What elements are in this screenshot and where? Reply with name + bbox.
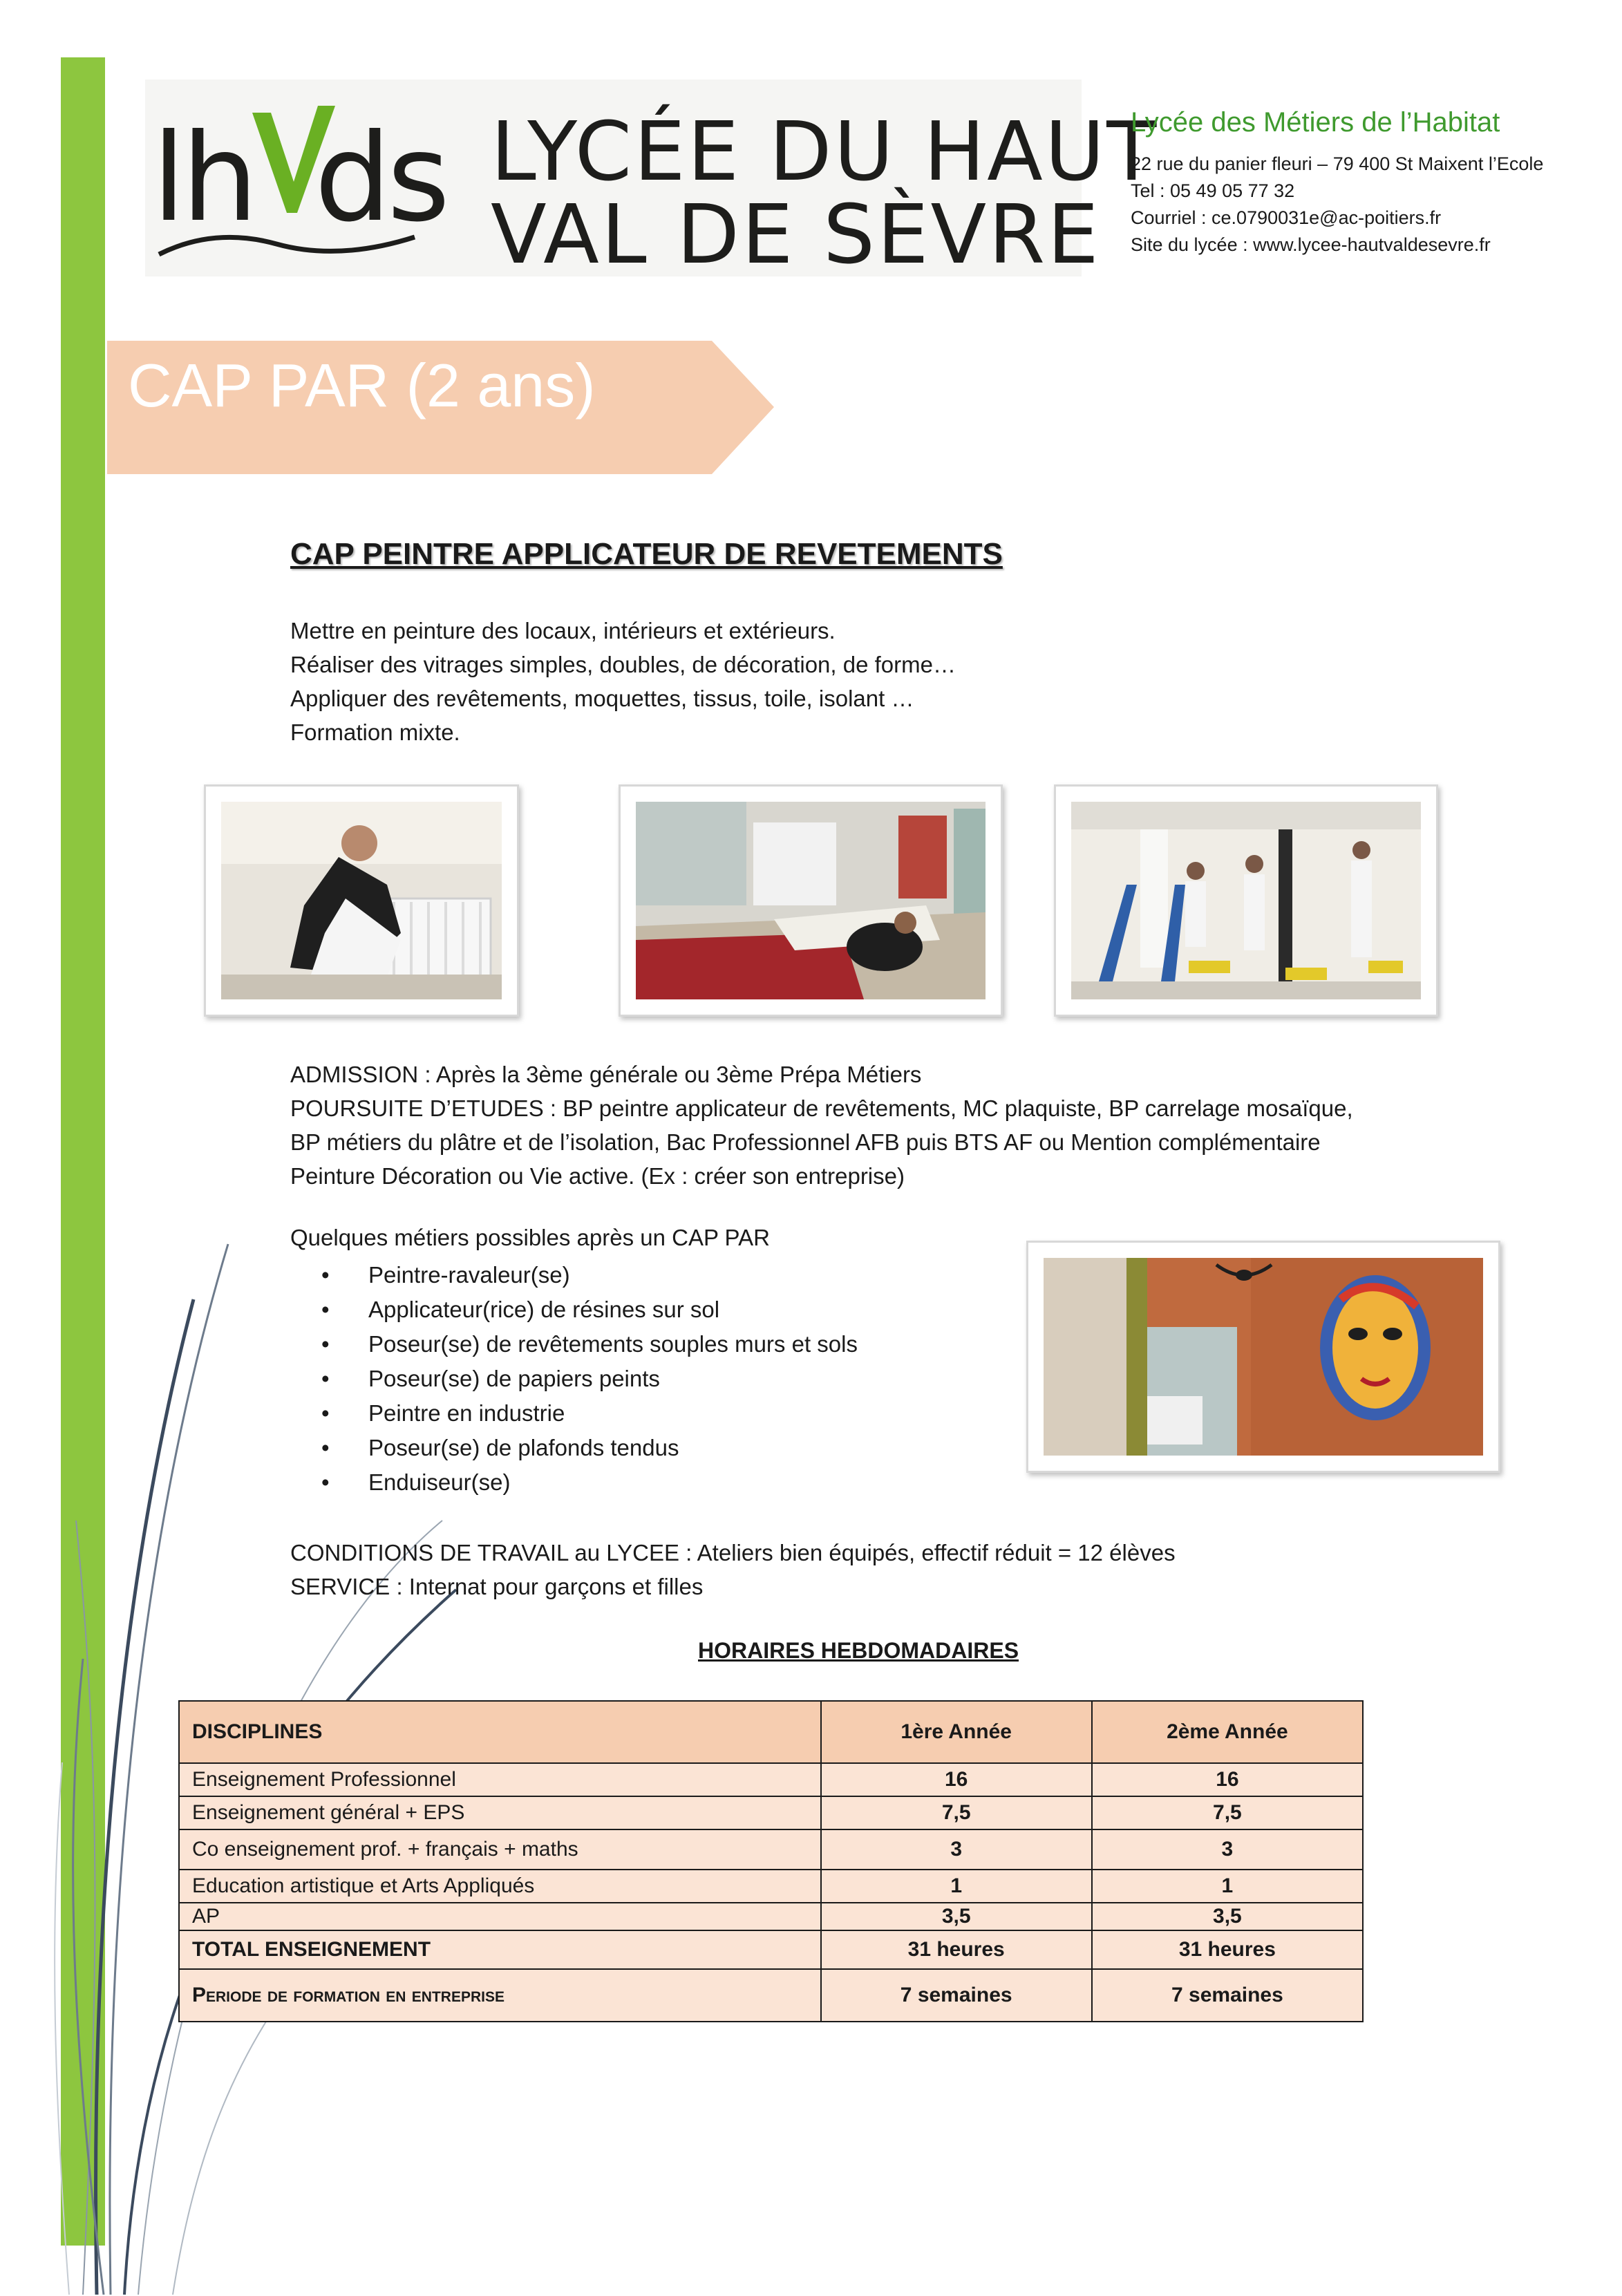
table-cell: TOTAL ENSEIGNEMENT [179,1930,821,1969]
intro-paragraph [290,614,956,749]
bullet-icon: • [321,1366,330,1391]
table-cell: 7,5 [821,1796,1092,1829]
intro-line: Réaliser des vitrages simples, doubles, de décoration, de forme… [290,652,956,677]
table-cell: 3 [821,1829,1092,1870]
table-row [179,1796,1363,1829]
intro-line: Appliquer des revêtements, moquettes, tissus, toile, isolant … [290,686,914,711]
table-cell: Periode de formation en entreprise [179,1969,821,2022]
intro-line: Mettre en peinture des locaux, intérieurs et extérieurs. [290,618,836,643]
table-cell: 1 [1092,1870,1363,1903]
schedule-title: HORAIRES HEBDOMADAIRES [698,1638,1019,1663]
lhvds-logo-mark [152,92,446,265]
photo-workshop-students [1054,784,1438,1017]
banner-title: CAP PAR (2 ans) [128,351,596,420]
list-item: • Poseur(se) de papiers peints [321,1362,858,1396]
column-header: DISCIPLINES [179,1701,821,1763]
table-cell: 3,5 [821,1903,1092,1930]
table-row-internship [179,1969,1363,2022]
bullet-icon: • [321,1262,330,1288]
table-row [179,1829,1363,1870]
contact-address: 22 rue du panier fleuri – 79 400 St Maixent l’Ecole [1131,153,1544,174]
contact-block [1131,107,1614,258]
main-heading: CAP PEINTRE APPLICATEUR DE REVETEMENTS [290,537,1003,571]
list-item: • Peintre-ravaleur(se) [321,1258,858,1292]
photo-painter-radiator [204,784,519,1017]
contact-email[interactable]: Courriel : ce.0790031e@ac-poitiers.fr [1131,207,1442,228]
list-item: • Poseur(se) de revêtements souples murs et sols [321,1327,858,1362]
conditions-section [290,1536,1176,1603]
svg-text:ds: ds [314,109,446,249]
jobs-intro: Quelques métiers possibles après un CAP PAR [290,1225,770,1250]
schedule-table [178,1700,1364,2022]
poursuite-line: Peinture Décoration ou Vie active. (Ex : créer son entreprise) [290,1163,905,1189]
photo-floor-covering [619,784,1003,1017]
list-item: • Applicateur(rice) de résines sur sol [321,1292,858,1327]
contact-phone: Tel : 05 49 05 77 32 [1131,180,1295,201]
table-cell: 7 semaines [821,1969,1092,2022]
bullet-icon: • [321,1400,330,1426]
table-header-row [179,1701,1363,1763]
table-cell: 3 [1092,1829,1363,1870]
contact-title: Lycée des Métiers de l’Habitat [1131,107,1500,138]
intro-line: Formation mixte. [290,719,460,745]
bullet-icon: • [321,1435,330,1460]
bullet-icon: • [321,1469,330,1495]
table-cell: Co enseignement prof. + français + maths [179,1829,821,1870]
table-cell: 31 heures [821,1930,1092,1969]
list-item: • Poseur(se) de plafonds tendus [321,1431,858,1465]
contact-website[interactable]: Site du lycée : www.lycee-hautvaldesevre.fr [1131,234,1491,255]
table-cell: 7,5 [1092,1796,1363,1829]
admission-section [290,1057,1465,1193]
table-cell: 7 semaines [1092,1969,1363,2022]
poursuite-line: POURSUITE D’ETUDES : BP peintre applicateur de revêtements, MC plaquiste, BP carrelage mosaïque, [290,1095,1353,1121]
table-cell: AP [179,1903,821,1930]
admission-line: ADMISSION : Après la 3ème générale ou 3ème Prépa Métiers [290,1062,922,1087]
table-row-total [179,1930,1363,1969]
table-cell: 16 [821,1763,1092,1796]
table-cell: 1 [821,1870,1092,1903]
table-row [179,1870,1363,1903]
table-cell: Enseignement Professionnel [179,1763,821,1796]
list-item: • Peintre en industrie [321,1396,858,1431]
conditions-line: CONDITIONS DE TRAVAIL au LYCEE : Ateliers bien équipés, effectif réduit = 12 élèves [290,1540,1176,1565]
column-header: 1ère Année [821,1701,1092,1763]
school-name-line1: LYCÉE DU HAUT [491,104,1159,199]
jobs-list [321,1258,858,1500]
list-item: • Enduiseur(se) [321,1465,858,1500]
column-header: 2ème Année [1092,1701,1363,1763]
photo-painted-portrait [1026,1241,1500,1473]
bullet-icon: • [321,1297,330,1322]
table-row [179,1903,1363,1930]
school-logo [145,79,1159,282]
poursuite-line: BP métiers du plâtre et de l’isolation, Bac Professionnel AFB puis BTS AF ou Mention complémentaire [290,1129,1321,1155]
service-line: SERVICE : Internat pour garçons et filles [290,1574,704,1599]
table-cell: 31 heures [1092,1930,1363,1969]
table-row [179,1763,1363,1796]
table-cell: 3,5 [1092,1903,1363,1930]
school-name-line2: VAL DE SÈVRE [491,187,1101,282]
svg-text:lh: lh [152,109,254,249]
table-cell: 16 [1092,1763,1363,1796]
table-cell: Enseignement général + EPS [179,1796,821,1829]
table-cell: Education artistique et Arts Appliqués [179,1870,821,1903]
bullet-icon: • [321,1331,330,1357]
